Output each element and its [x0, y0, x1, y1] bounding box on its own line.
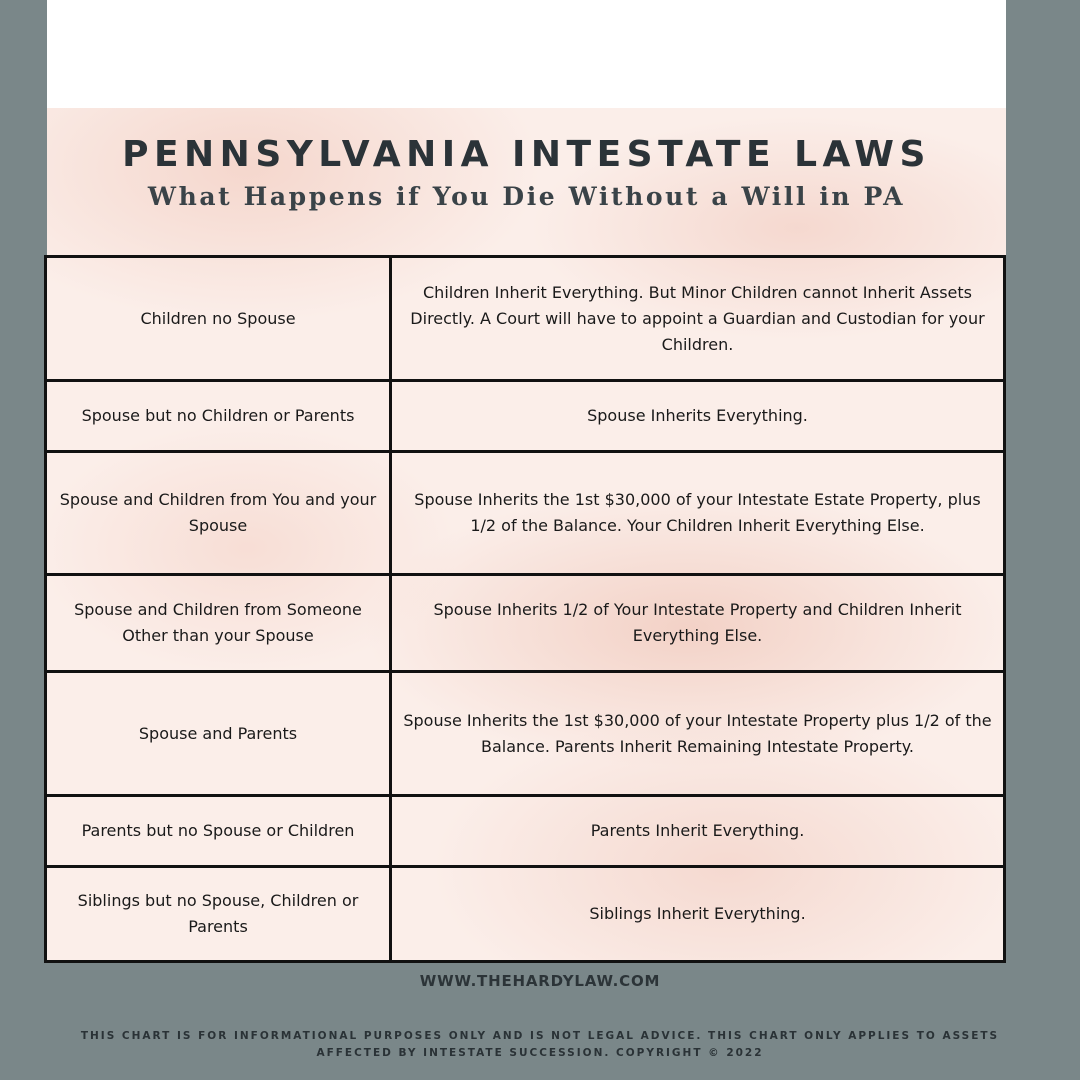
- situation-cell: Siblings but no Spouse, Children or Parents: [46, 867, 391, 962]
- outcome-cell: Siblings Inherit Everything.: [391, 867, 1005, 962]
- outcome-cell: Parents Inherit Everything.: [391, 796, 1005, 867]
- table-row: [46, 796, 1005, 867]
- situation-cell: Spouse and Parents: [46, 672, 391, 796]
- situation-cell: Spouse and Children from You and your Spouse: [46, 452, 391, 575]
- situation-cell: Parents but no Spouse or Children: [46, 796, 391, 867]
- table-row: [46, 257, 1005, 381]
- outcome-cell: Spouse Inherits the 1st $30,000 of your Intestate Estate Property, plus 1/2 of the Balance. Your Children Inherit Everything Else.: [391, 452, 1005, 575]
- outcome-cell: Spouse Inherits the 1st $30,000 of your Intestate Property plus 1/2 of the Balance. Parents Inherit Remaining Intestate Property.: [391, 672, 1005, 796]
- situation-cell: Spouse but no Children or Parents: [46, 381, 391, 452]
- situation-cell: Children no Spouse: [46, 257, 391, 381]
- disclaimer-text: THIS CHART IS FOR INFORMATIONAL PURPOSES ONLY AND IS NOT LEGAL ADVICE. THIS CHART ONLY APPLIES TO ASSETS AFFECTED BY INTESTATE SUCCESSION. COPYRIGHT © 2022: [80, 1030, 1000, 1059]
- table-row: [46, 672, 1005, 796]
- website-link[interactable]: WWW.THEHARDYLAW.COM: [419, 972, 661, 990]
- outcome-cell: Spouse Inherits Everything.: [391, 381, 1005, 452]
- outcome-cell: Spouse Inherits 1/2 of Your Intestate Property and Children Inherit Everything Else.: [391, 575, 1005, 672]
- top-white-band: [47, 0, 1006, 110]
- page-title: PENNSYLVANIA INTESTATE LAWS: [122, 134, 931, 175]
- outcome-cell: Children Inherit Everything. But Minor Children cannot Inherit Assets Directly. A Court will have to appoint a Guardian and Custodian for your Children.: [391, 257, 1005, 381]
- table-row: [46, 381, 1005, 452]
- table-row: [46, 452, 1005, 575]
- situation-cell: Spouse and Children from Someone Other than your Spouse: [46, 575, 391, 672]
- table-row: [46, 575, 1005, 672]
- table-row: [46, 867, 1005, 962]
- intestate-laws-table: [44, 255, 1006, 963]
- page-subtitle: What Happens if You Die Without a Will in PA: [147, 182, 906, 211]
